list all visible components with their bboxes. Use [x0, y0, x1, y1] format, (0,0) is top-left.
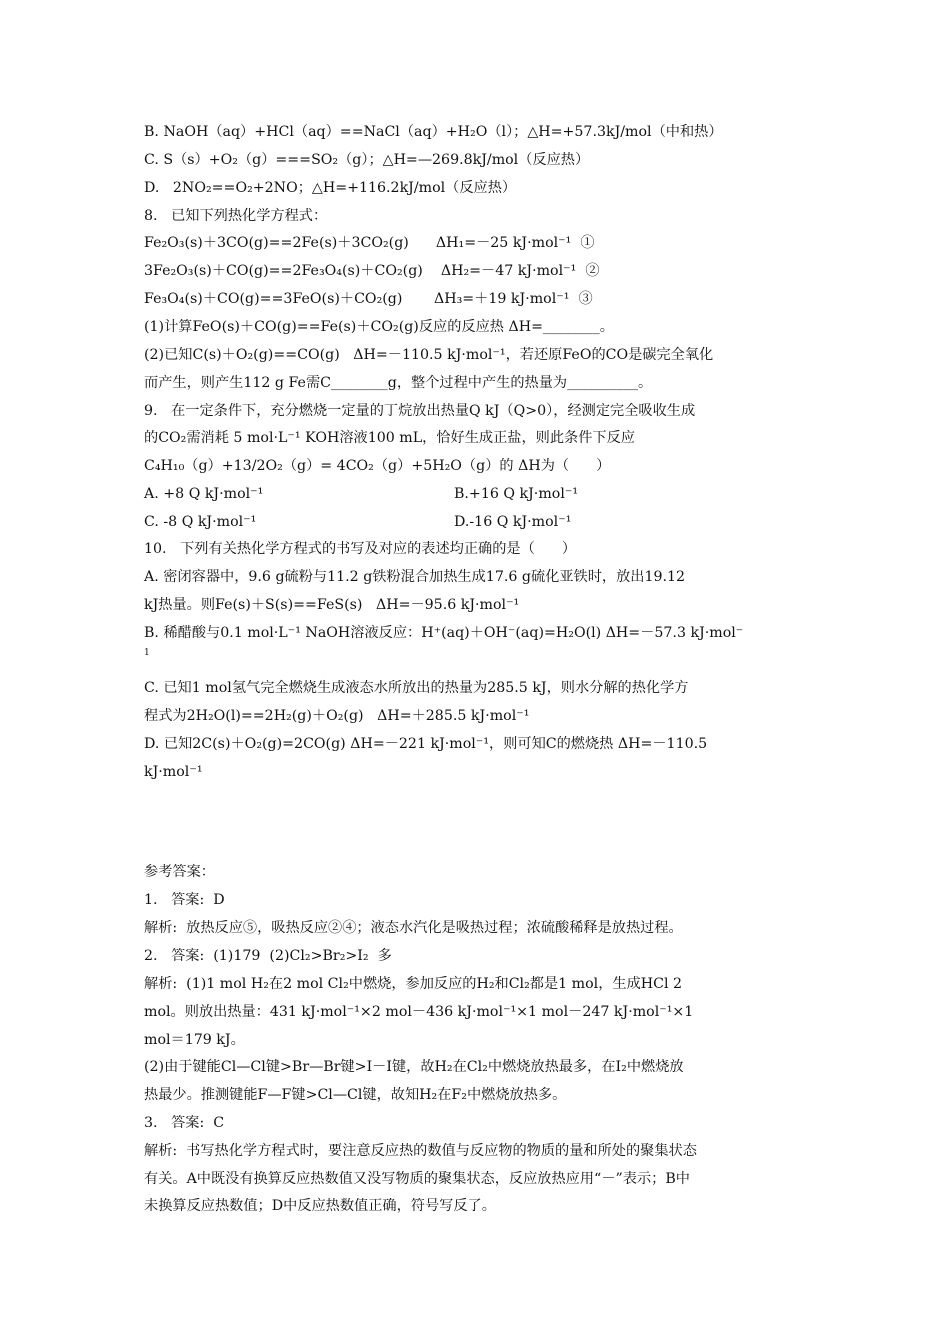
q8-stem: 8. 已知下列热化学方程式： [144, 208, 328, 224]
answer-2-explanation-4: (2)由于键能Cl—Cl键>Br—Br键>Ⅰ－Ⅰ键，故H₂在Cl₂中燃烧放热最多，在I₂中燃烧放 [144, 1059, 684, 1075]
q7-option-c: C. S（s）+O₂（g）===SO₂（g）；△H=—269.8kJ/mol（反应热） [144, 152, 590, 168]
q10-stem: 10. 下列有关热化学方程式的书写及对应的表述均正确的是（ ） [144, 541, 577, 557]
q9-option-d: D.-16 Q kJ·mol⁻¹ [454, 514, 572, 530]
answer-2-explanation-2: mol。则放出热量：431 kJ·mol⁻¹×2 mol－436 kJ·mol⁻¹×1 mol－247 kJ·mol⁻¹×1 [144, 1004, 694, 1020]
answer-3-explanation-2: 有关。A中既没有换算反应热数值又没写物质的聚集状态，反应放热应用“－”表示；B中 [144, 1171, 690, 1187]
answer-2-explanation-5: 热最少。推测键能F—F键>Cl—Cl键，故知H₂在F₂中燃烧放热多。 [144, 1087, 567, 1103]
q9-option-c: C. -8 Q kJ·mol⁻¹ [144, 514, 257, 530]
answer-2: 2. 答案: (1)179 (2)Cl₂>Br₂>I₂ 多 [144, 948, 392, 964]
answers-heading: 参考答案： [144, 864, 215, 880]
q10-option-a-line-2: kJ热量。则Fe(s)＋S(s)==FeS(s) ΔH=－95.6 kJ·mol⁻¹ [144, 597, 520, 613]
q10-option-d-line-2: kJ·mol⁻¹ [144, 764, 203, 780]
q7-option-b: B. NaOH（aq）+HCl（aq）==NaCl（aq）+H₂O（l）；△H=+57.3kJ/mol（中和热） [144, 124, 723, 140]
q10-option-c-line-2: 程式为2H₂O(l)==2H₂(g)＋O₂(g) ΔH=＋285.5 kJ·mol⁻¹ [144, 708, 530, 724]
q7-option-d: D. 2NO₂==O₂+2NO；△H=+116.2kJ/mol（反应热） [144, 180, 517, 196]
q10-option-a-line-1: A. 密闭容器中，9.6 g硫粉与11.2 g铁粉混合加热生成17.6 g硫化亚铁时，放出19.12 [144, 569, 686, 585]
answer-1: 1. 答案: D [144, 892, 225, 908]
answer-3-explanation-1: 解析: 书写热化学方程式时，要注意反应热的数值与反应物的物质的量和所处的聚集状态 [144, 1143, 697, 1159]
answer-3-explanation-3: 未换算反应热数值；D中反应热数值正确，符号写反了。 [144, 1198, 496, 1214]
q10-option-b-line-1: B. 稀醋酸与0.1 mol·L⁻¹ NaOH溶液反应：H⁺(aq)＋OH⁻(aq)=H₂O(l) ΔH=－57.3 kJ·mol⁻ [144, 625, 744, 641]
answer-2-explanation-1: 解析: (1)1 mol H₂在2 mol Cl₂中燃烧，参加反应的H₂和Cl₂都是1 mol，生成HCl 2 [144, 976, 683, 992]
q9-option-a: A. +8 Q kJ·mol⁻¹ [144, 486, 264, 502]
answer-1-explanation: 解析: 放热反应⑤，吸热反应②④；液态水汽化是吸热过程；浓硫酸稀释是放热过程。 [144, 920, 683, 936]
answer-2-explanation-3: mol＝179 kJ。 [144, 1032, 245, 1048]
q10-option-c-line-1: C. 已知1 mol氢气完全燃烧生成液态水所放出的热量为285.5 kJ，则水分解的热化学方 [144, 680, 689, 696]
q10-option-b-line-2: 1 [144, 648, 150, 658]
q8-equation-3: Fe₃O₄(s)＋CO(g)==3FeO(s)＋CO₂(g) ΔH₃=＋19 kJ·mol⁻¹ ③ [144, 291, 593, 307]
q9-stem-line-2: 的CO₂需消耗 5 mol·L⁻¹ KOH溶液100 mL，恰好生成正盐，则此条件下反应 [144, 430, 635, 446]
q8-part-1: (1)计算FeO(s)＋CO(g)==Fe(s)＋CO₂(g)反应的反应热 ΔH=________。 [144, 319, 614, 335]
q8-equation-2: 3Fe₂O₃(s)＋CO(g)==2Fe₃O₄(s)＋CO₂(g) ΔH₂=－47 kJ·mol⁻¹ ② [144, 263, 600, 279]
q8-part-2-line-2: 而产生，则产生112 g Fe需C________g，整个过程中产生的热量为__________。 [144, 375, 653, 391]
q9-stem-line-1: 9. 在一定条件下，充分燃烧一定量的丁烷放出热量Q kJ（Q>0），经测定完全吸收生成 [144, 403, 696, 419]
q10-option-d-line-1: D. 已知2C(s)＋O₂(g)=2CO(g) ΔH=－221 kJ·mol⁻¹，则可知C的燃烧热 ΔH=－110.5 [144, 736, 708, 752]
q9-option-b: B.+16 Q kJ·mol⁻¹ [454, 486, 579, 502]
q8-equation-1: Fe₂O₃(s)＋3CO(g)==2Fe(s)＋3CO₂(g) ΔH₁=－25 kJ·mol⁻¹ ① [144, 235, 595, 251]
q8-part-2-line-1: (2)已知C(s)＋O₂(g)==CO(g) ΔH=－110.5 kJ·mol⁻¹，若还原FeO的CO是碳完全氧化 [144, 347, 714, 363]
answer-3: 3. 答案: C [144, 1115, 225, 1131]
q9-stem-line-3: C₄H₁₀（g）+13/2O₂（g）= 4CO₂（g）+5H₂O（g）的 ΔH为（ ） [144, 458, 611, 474]
